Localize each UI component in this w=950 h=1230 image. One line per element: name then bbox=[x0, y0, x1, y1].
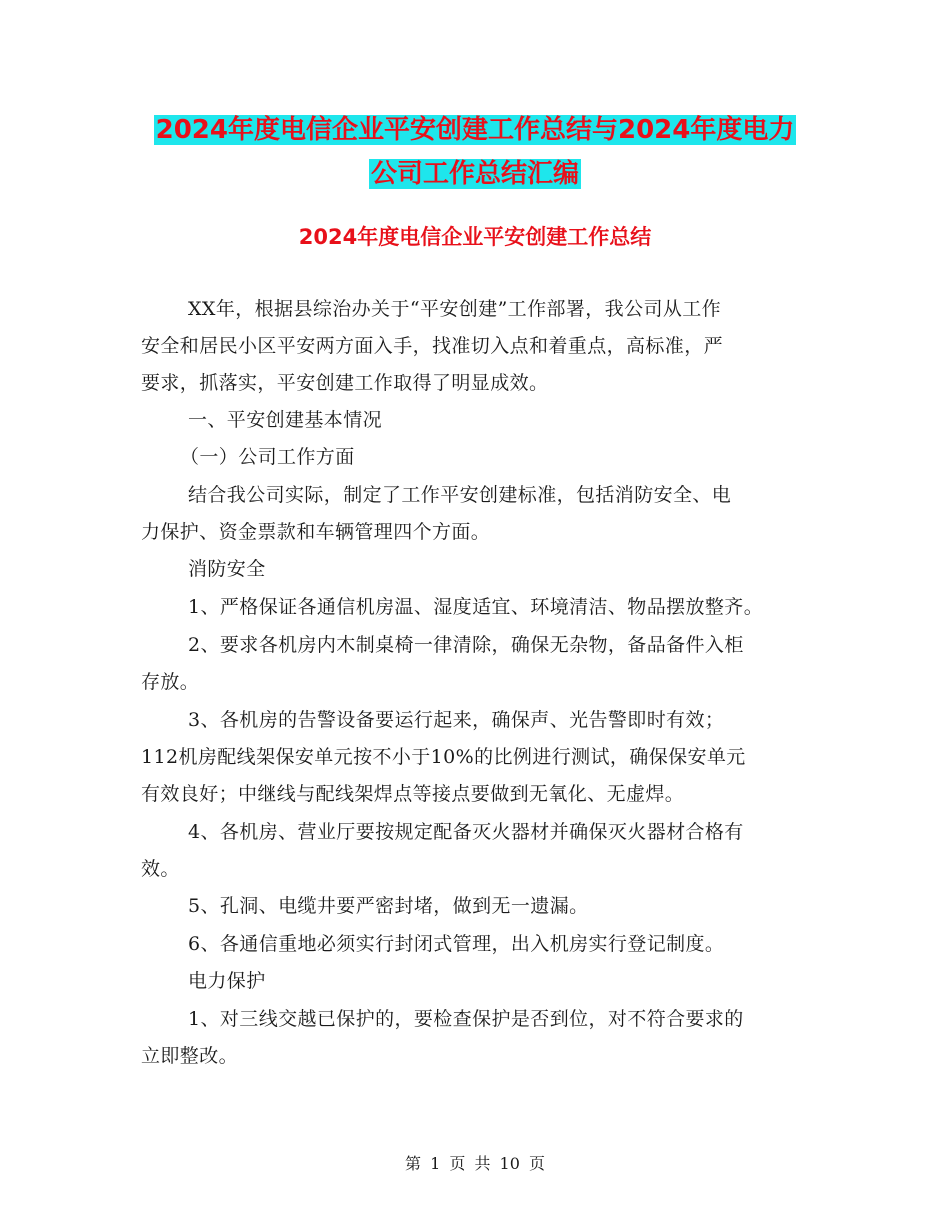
paragraph-line: 结合我公司实际，制定了工作平安创建标准，包括消防安全、电 bbox=[188, 484, 732, 506]
list-item: 2、要求各机房内木制桌椅一律清除，确保无杂物，备品备件入柜 bbox=[188, 634, 744, 656]
list-item: 6、各通信重地必须实行封闭式管理，出入机房实行登记制度。 bbox=[188, 933, 725, 955]
paragraph-line: 力保护、资金票款和车辆管理四个方面。 bbox=[141, 521, 491, 543]
paragraph-line: 要求，抓落实，平安创建工作取得了明显成效。 bbox=[141, 372, 549, 394]
title-highlight-2: 公司工作总结汇编 bbox=[370, 159, 579, 189]
subheading-line: （一）公司工作方面 bbox=[180, 446, 355, 468]
document-title-line-1 bbox=[0, 112, 950, 148]
list-item: 4、各机房、营业厅要按规定配备灭火器材并确保灭火器材合格有 bbox=[188, 821, 744, 843]
list-item-continuation: 有效良好；中继线与配线架焊点等接点要做到无氧化、无虚焊。 bbox=[141, 783, 685, 805]
paragraph-line: XX年，根据县综治办关于“平安创建”工作部署，我公司从工作 bbox=[188, 298, 722, 320]
list-item: 5、孔洞、电缆井要严密封堵，做到无一遗漏。 bbox=[188, 895, 589, 917]
title-highlight-1: 2024年度电信企业平安创建工作总结与2024年度电力 bbox=[155, 115, 795, 145]
paragraph-line: 安全和居民小区平安两方面入手，找准切入点和着重点，高标准，严 bbox=[141, 335, 724, 357]
list-item: 1、对三线交越已保护的，要检查保护是否到位，对不符合要求的 bbox=[188, 1008, 744, 1030]
list-item: 1、严格保证各通信机房温、湿度适宜、环境清洁、物品摆放整齐。 bbox=[188, 596, 764, 618]
page-number: 第 1 页 共 10 页 bbox=[405, 1154, 545, 1173]
heading-line: 一、平安创建基本情况 bbox=[188, 409, 383, 431]
document-title-line-2 bbox=[0, 156, 950, 192]
list-item-continuation: 存放。 bbox=[141, 671, 200, 693]
list-item-continuation: 112机房配线架保安单元按不小于10%的比例进行测试，确保保安单元 bbox=[141, 746, 746, 768]
list-item-continuation: 效。 bbox=[141, 858, 180, 880]
subheading-line: 电力保护 bbox=[188, 970, 266, 992]
list-item: 3、各机房的告警设备要运行起来，确保声、光告警即时有效； bbox=[188, 709, 725, 731]
subheading-line: 消防安全 bbox=[188, 558, 266, 580]
list-item-continuation: 立即整改。 bbox=[141, 1045, 239, 1067]
section-title: 2024年度电信企业平安创建工作总结 bbox=[298, 225, 652, 249]
